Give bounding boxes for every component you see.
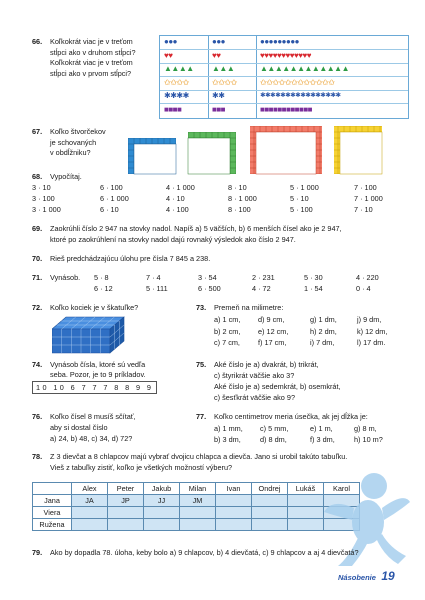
table-cell	[216, 495, 252, 507]
calc-item: b) 2 cm,	[214, 326, 241, 336]
star-icon: ✩✩✩✩	[164, 77, 189, 87]
asterisk-icon: ✱✱✱✱	[164, 91, 189, 100]
calc-item: g) 1 dm,	[310, 315, 337, 324]
calc-item: h) 2 dm,	[310, 326, 337, 336]
pairs-table	[32, 482, 360, 531]
table-header-cell: Milan	[180, 483, 216, 495]
exercise-number: 66.	[32, 37, 43, 46]
star-icon: ✩✩✩✩✩✩✩✩✩✩✩✩	[260, 77, 335, 87]
table-row	[33, 519, 360, 531]
exercise-text: ktoré po zaokrúhlení na stovky nadol dajú rovnaký výsledok ako číslo 2 947.	[50, 235, 296, 244]
calc-item: 3 · 1 000	[32, 205, 61, 214]
dot-icon: ●●●	[164, 37, 177, 46]
table-header-row	[33, 483, 360, 495]
calc-item: j) 9 dm,	[357, 315, 382, 324]
table-row	[160, 104, 408, 117]
table-row	[33, 495, 360, 507]
table-header-cell: Ondrej	[252, 483, 288, 495]
dot-icon: ●●●●●●●●●	[260, 37, 299, 46]
calc-item: d) 8 dm,	[260, 435, 287, 444]
calc-item: 6 · 500	[198, 284, 221, 293]
page-number: 19	[381, 569, 395, 583]
row-header: Ružena	[33, 519, 72, 531]
table-row	[160, 36, 408, 50]
calc-item: 5 · 1 000	[290, 183, 319, 192]
calc-item: 6 · 12	[94, 284, 113, 293]
exercise-text: c) šesťkrát väčšie ako 9?	[214, 393, 296, 402]
exercise-text: Koľko kociek je v škatuľke?	[50, 303, 139, 312]
exercise-number: 74.	[32, 360, 43, 369]
heart-icon: ♥♥	[212, 50, 221, 60]
exercise-number: 75.	[196, 360, 207, 369]
dot-icon: ●●●	[212, 37, 225, 46]
calc-item: 5 · 100	[290, 205, 313, 214]
exercise-number: 71.	[32, 273, 43, 282]
digit-sequence: 10 10 6 7 7 7 8 8 9 9	[32, 381, 157, 394]
exercise-number: 68.	[32, 172, 43, 181]
calc-item: 7 · 100	[354, 183, 377, 192]
table-header-cell: Alex	[72, 483, 108, 495]
exercise-text: c) štyrikrát väčšie ako 3?	[214, 371, 295, 380]
exercise-title: Premeň na milimetre:	[214, 303, 284, 312]
exercise-text: Aké číslo je a) dvakrát, b) trikrát,	[214, 360, 319, 369]
calc-item: 0 · 4	[356, 284, 371, 293]
table-header-cell: Jakub	[144, 483, 180, 495]
exercise-text: stĺpci ako v druhom stĺpci?	[50, 47, 136, 57]
calc-item: i) 7 dm,	[310, 338, 335, 347]
table-header-cell: Lukáš	[288, 483, 324, 495]
square-grid-figures	[128, 126, 388, 176]
exercise-number: 70.	[32, 254, 43, 263]
exercise-text: Rieš predchádzajúcu úlohu pre čísla 7 845 a 238.	[50, 254, 211, 263]
table-row	[33, 507, 360, 519]
table-cell	[180, 519, 216, 531]
calc-item: 5 · 111	[146, 284, 168, 293]
calc-item: f) 3 dm,	[310, 435, 335, 444]
heart-icon: ♥♥	[164, 50, 173, 60]
calc-item: 4 · 220	[356, 273, 379, 282]
calc-item: 8 · 1 000	[228, 194, 257, 203]
calc-item: 5 · 8	[94, 273, 109, 282]
calc-item: f) 17 cm,	[258, 338, 287, 347]
exercise-text: a) 24, b) 48, c) 34, d) 72?	[50, 434, 133, 443]
calc-item: 4 · 100	[166, 205, 189, 214]
calc-item: a) 1 mm,	[214, 423, 243, 433]
calc-item: 8 · 100	[228, 205, 251, 214]
table-cell	[252, 519, 288, 531]
table-row	[160, 90, 408, 104]
exercise-title: Vypočítaj.	[50, 172, 82, 181]
exercise-text: Koľko čísel 8 musíš sčítať,	[50, 412, 136, 421]
table-header-cell: Ivan	[216, 483, 252, 495]
calc-item: e) 12 cm,	[258, 326, 289, 336]
table-corner	[33, 483, 72, 495]
calc-item: 6 · 10	[100, 205, 119, 214]
chapter-label: Násobenie	[338, 573, 376, 582]
triangle-icon: ▲▲▲▲	[164, 64, 194, 73]
exercise-text: Vynásob čísla, ktoré sú vedľa	[50, 360, 146, 369]
asterisk-icon: ✱✱✱✱✱✱✱✱✱✱✱✱✱✱✱✱	[260, 92, 341, 99]
calc-item: h) 10 m?	[354, 435, 383, 444]
symbol-table	[159, 35, 409, 119]
exercise-text: stĺpci ako v prvom stĺpci?	[50, 68, 132, 78]
square-icon: ■■■■	[164, 104, 182, 114]
table-cell: JJ	[144, 495, 180, 507]
table-cell	[216, 519, 252, 531]
exercise-text: Vieš z tabuľky zistiť, koľko je všetkých možností výberu?	[50, 463, 233, 472]
exercise-text: v obdĺžniku?	[50, 148, 91, 157]
exercise-number: 72.	[32, 303, 43, 312]
exercise-number: 78.	[32, 452, 43, 461]
exercise-number: 77.	[196, 412, 207, 421]
table-cell	[108, 519, 144, 531]
square-icon: ■■■	[212, 104, 225, 114]
table-cell	[252, 495, 288, 507]
table-cell	[72, 507, 108, 519]
calc-item: a) 1 cm,	[214, 315, 241, 324]
triangle-icon: ▲▲▲▲▲▲▲▲▲▲▲▲	[260, 64, 350, 73]
calc-item: 1 · 54	[304, 284, 323, 293]
exercise-text: Koľkokrát viac je v treťom	[50, 58, 133, 67]
heart-icon: ♥♥♥♥♥♥♥♥♥♥♥♥	[260, 50, 311, 60]
calc-item: l) 17 dm.	[357, 338, 386, 347]
calc-item: 2 · 231	[252, 273, 275, 282]
calc-item: d) 9 cm,	[258, 315, 285, 324]
calc-item: 6 · 1 000	[100, 194, 129, 203]
exercise-number: 76.	[32, 412, 43, 421]
exercise-text: Koľkokrát viac je v treťom	[50, 37, 133, 46]
calc-item: c) 5 mm,	[260, 423, 289, 433]
calc-item: 4 · 1 000	[166, 183, 195, 192]
table-row	[160, 50, 408, 64]
calc-item: g) 8 m,	[354, 423, 377, 433]
calc-item: 3 · 54	[198, 273, 217, 282]
calc-item: 3 · 100	[32, 194, 55, 203]
exercise-text: aby si dostal číslo	[50, 423, 108, 432]
calc-item: 5 · 10	[290, 194, 309, 203]
table-cell	[144, 519, 180, 531]
exercise-text: Zaokrúhli číslo 2 947 na stovky nadol. Napíš a) 5 väčších, b) 6 menších čísel ako je 2 947,	[50, 224, 342, 233]
calc-item: 5 · 30	[304, 273, 323, 282]
exercise-title: Koľko centimetrov meria úsečka, ak jej dĺžka je:	[214, 412, 368, 421]
table-cell: JA	[72, 495, 108, 507]
square-icon: ■■■■■■■■■■■■	[260, 104, 312, 114]
exercise-text: Koľko štvorčekov	[50, 127, 106, 136]
calc-item: b) 3 dm,	[214, 435, 241, 444]
calc-item: 4 · 10	[166, 194, 185, 203]
table-header-cell: Peter	[108, 483, 144, 495]
exercise-text: Ako by dopadla 78. úloha, keby bolo a) 9 chlapcov, b) 4 dievčatá, c) 9 chlapcov a aj 4 dievčatá?	[50, 548, 359, 557]
calc-item: 7 · 1 000	[354, 194, 383, 203]
triangle-icon: ▲▲▲	[212, 64, 235, 73]
table-cell: JP	[108, 495, 144, 507]
row-header: Jana	[33, 495, 72, 507]
exercise-text: Z 3 dievčat a 8 chlapcov majú vybrať dvojicu chlapca a dievča. Jano si urobil takúto tabuľku.	[50, 452, 348, 461]
table-cell	[144, 507, 180, 519]
asterisk-icon: ✱✱	[212, 91, 225, 100]
calc-item: k) 12 dm,	[357, 326, 388, 336]
cube-box-illustration	[52, 315, 127, 355]
row-header: Viera	[33, 507, 72, 519]
exercise-number: 73.	[196, 303, 207, 312]
exercise-number: 67.	[32, 127, 43, 136]
calc-item: 3 · 10	[32, 183, 51, 192]
exercise-text: seba. Pozor, je to 9 príkladov.	[50, 370, 146, 379]
calc-item: 4 · 72	[252, 284, 271, 293]
calc-item: 8 · 10	[228, 183, 247, 192]
calc-item: c) 7 cm,	[214, 338, 240, 347]
table-cell	[72, 519, 108, 531]
calc-item: 6 · 100	[100, 183, 123, 192]
table-cell	[108, 507, 144, 519]
exercise-number: 79.	[32, 548, 43, 557]
calc-item: e) 1 m,	[310, 423, 333, 433]
exercise-title: Vynásob.	[50, 273, 81, 282]
table-cell	[252, 507, 288, 519]
table-cell	[216, 507, 252, 519]
calc-item: 7 · 4	[146, 273, 161, 282]
table-cell	[180, 507, 216, 519]
star-icon: ✩✩✩✩	[212, 77, 237, 87]
calc-item: 7 · 10	[354, 205, 373, 214]
exercise-text: Aké číslo je a) sedemkrát, b) osemkrát,	[214, 382, 341, 391]
table-row	[160, 63, 408, 77]
exercise-text: je schovaných	[50, 137, 97, 147]
table-cell: JM	[180, 495, 216, 507]
table-header-cell: Karol	[324, 483, 360, 495]
table-row	[160, 77, 408, 91]
exercise-number: 69.	[32, 224, 43, 233]
